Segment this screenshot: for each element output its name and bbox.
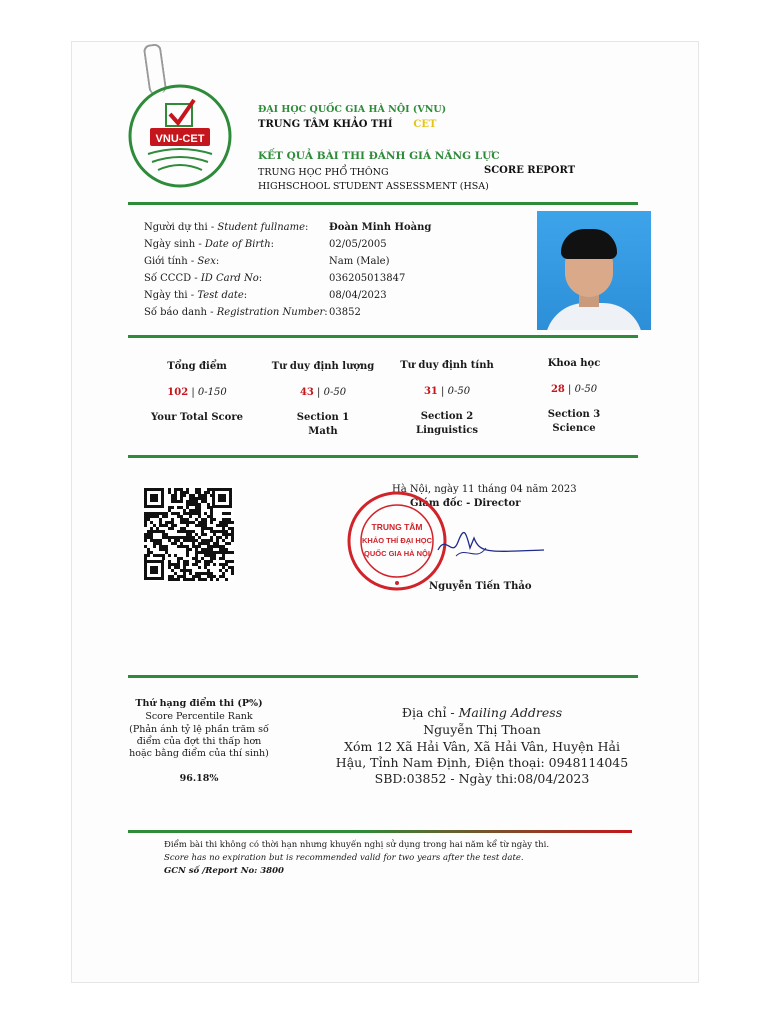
handwritten-signature (436, 528, 546, 564)
score-label-total: Your Total Score (151, 412, 243, 423)
score-total: 102 | 0-150 (167, 387, 227, 398)
report-number: GCN số /Report No: 3800 (164, 866, 284, 876)
vnu-cet-logo (126, 82, 234, 190)
sex-value: Nam (Male) (329, 256, 390, 267)
note-vietnamese: Điểm bài thi không có thời hạn nhưng khuyến nghị sử dụng trong hai năm kể từ ngày thi. (164, 840, 550, 850)
rank-desc-1: (Phản ánh tỷ lệ phần trăm số (129, 724, 269, 735)
org-name: ĐẠI HỌC QUỐC GIA HÀ NỘI (VNU) (258, 104, 447, 115)
rank-title: Thứ hạng điểm thi (P%) (135, 698, 263, 709)
rank-subtitle: Score Percentile Rank (145, 711, 253, 722)
result-title: KẾT QUẢ BÀI THI ĐÁNH GIÁ NĂNG LỰC (258, 150, 500, 162)
score-science: 28 | 0-50 (550, 384, 598, 395)
svg-text:KHẢO THÍ ĐẠI HỌC: KHẢO THÍ ĐẠI HỌC (362, 536, 432, 545)
bottom-divider (128, 830, 632, 833)
dob-value: 02/05/2005 (329, 239, 387, 250)
reg-value: 03852 (329, 307, 361, 318)
score-math: 43 | 0-50 (299, 387, 347, 398)
rank-value: 96.18% (179, 773, 219, 784)
divider (128, 675, 638, 678)
score-title-linguistics: Tư duy định tính (400, 360, 494, 371)
address-line-3: SBD:03852 - Ngày thi:08/04/2023 (374, 771, 590, 786)
divider (128, 202, 638, 205)
score-title-total: Tổng điểm (167, 361, 227, 372)
id-value: 036205013847 (329, 273, 406, 284)
test-date-label: Ngày thi - Test date: (144, 290, 248, 301)
hsa-title: HIGHSCHOOL STUDENT ASSESSMENT (HSA) (258, 181, 489, 192)
score-linguistics: 31 | 0-50 (423, 386, 471, 397)
note-english: Score has no expiration but is recommended valid for two years after the test date. (164, 853, 524, 863)
level-title: TRUNG HỌC PHỔ THÔNG (258, 167, 389, 178)
official-seal (346, 490, 448, 592)
svg-text:TRUNG TÂM: TRUNG TÂM (371, 522, 423, 532)
score-title-science: Khoa học (547, 358, 601, 369)
score-title-math: Tư duy định lượng (271, 361, 375, 372)
divider (128, 335, 638, 338)
id-label: Số CCCD - ID Card No: (144, 273, 263, 284)
dob-label: Ngày sinh - Date of Birth: (144, 239, 275, 250)
score-label-linguistics: Section 2 Linguistics (416, 411, 478, 436)
score-report-title: SCORE REPORT (484, 165, 576, 176)
signer-name: Nguyễn Tiến Thảo (429, 581, 532, 592)
rank-desc-3: hoặc bằng điểm của thí sinh) (129, 748, 269, 759)
test-date-value: 08/04/2023 (329, 290, 387, 301)
name-label: Người dự thi - Student fullname: (144, 222, 309, 233)
center-name: TRUNG TÂM KHẢO THÍ CET (258, 119, 437, 130)
address-label: Địa chỉ - Mailing Address (401, 705, 563, 720)
address-line-2: Hậu, Tỉnh Nam Định, Điện thoại: 0948114045 (335, 755, 629, 770)
svg-text:VNU-CET: VNU-CET (155, 133, 205, 145)
rank-desc-2: điểm của đợt thi thấp hơn (136, 736, 262, 747)
reg-label: Số báo danh - Registration Number: (144, 307, 328, 318)
qr-code-icon (142, 486, 234, 582)
sex-label: Giới tính - Sex: (144, 256, 220, 267)
candidate-name: Đoàn Minh Hoàng (329, 222, 432, 233)
address-line-1: Xóm 12 Xã Hải Vân, Xã Hải Vân, Huyện Hải (344, 739, 620, 754)
score-label-science: Section 3 Science (547, 409, 601, 434)
place-date: Hà Nội, ngày 11 tháng 04 năm 2023 (392, 484, 577, 495)
candidate-photo (537, 211, 651, 330)
address-recipient: Nguyễn Thị Thoan (423, 722, 541, 737)
svg-text:QUỐC GIA HÀ NỘI: QUỐC GIA HÀ NỘI (364, 549, 430, 558)
signer-role: Giám đốc - Director (410, 498, 521, 509)
score-label-math: Section 1 Math (296, 412, 350, 437)
divider (128, 455, 638, 458)
